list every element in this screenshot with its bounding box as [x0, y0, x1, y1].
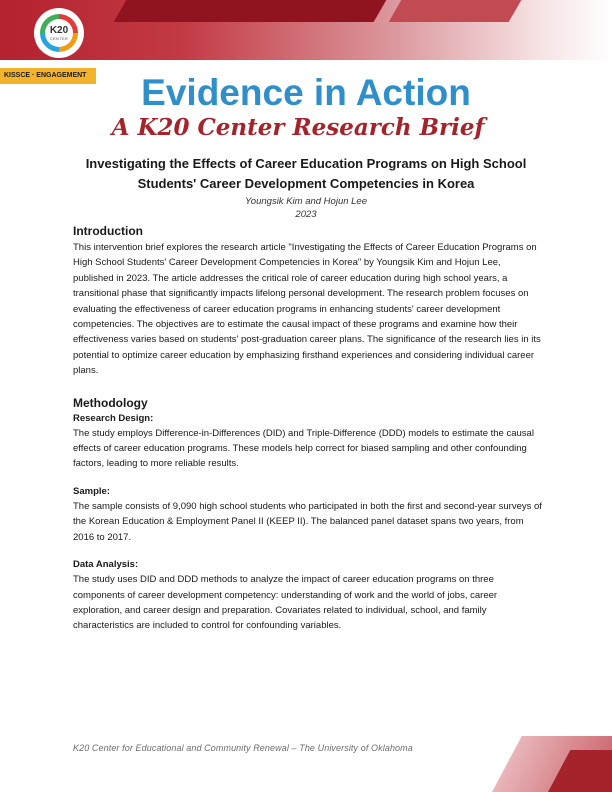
logo-subtext: CENTER — [49, 36, 69, 41]
analysis-body: The study uses DID and DDD methods to analyze the impact of career education programs on three components of career development competency: understanding of work and the world of jobs, career exploration, and career design and preparation. Covariates related to individual, school, and family characteristics are included to control for confounding variables. — [73, 574, 498, 632]
logo-text: K20 — [49, 25, 69, 36]
header-stripe — [114, 0, 387, 22]
page-title: Evidence in Action — [141, 72, 471, 113]
analysis-heading: Data Analysis: — [73, 559, 139, 571]
design-body: The study employs Difference-in-Differences (DID) and Triple-Difference (DDD) models to estimate the causal effects of career education programs. These models help correct for biased sampling and other confounding factors, leading to more reliable results. — [73, 427, 534, 470]
header-stripe — [389, 0, 522, 22]
article-year: 2023 — [295, 209, 317, 220]
k20-logo — [37, 11, 81, 55]
article-title-line1: Investigating the Effects of Career Education Programs on High School — [85, 156, 527, 171]
intro-body: This intervention brief explores the research article "Investigating the Effects of Career Education Programs on High School Students' Career Development Competencies in Korea" by Youngsik Kim and Hojun Lee, published in 2023. The article addresses the critical role of career education during high school years, a transitional phase that significantly impacts lifelong personal development. The research problem focuses on evaluating the effectiveness of career education programs in enhancing students' career development competencies. The objectives are to estimate the causal impact of these programs and examine how their effectiveness varies based on students' post-graduation career plans. The significance of the research lies in its potential to optimize career education by emphasizing firsthand experiences and considering individual career plans. — [73, 242, 541, 377]
content — [73, 222, 543, 634]
sample-body: The sample consists of 9,090 high school students who participated in both the first and second-year surveys of the Korean Education & Employment Panel II (KEEP II). The balanced panel dataset spans two years, from 2016 to 2017. — [73, 500, 542, 543]
article-title-line2: Students' Career Development Competencies in Korea — [137, 176, 475, 191]
intro-heading: Introduction — [73, 224, 143, 238]
article-title — [50, 154, 562, 194]
design-heading: Research Design: — [73, 412, 154, 424]
category-tag: KISSCE · ENGAGEMENT — [0, 68, 96, 84]
page-subtitle: A K20 Center Research Brief — [111, 114, 485, 141]
footer-text: K20 Center for Educational and Community Renewal – The University of Oklahoma — [73, 743, 413, 753]
article-authors: Youngsik Kim and Hojun Lee — [245, 196, 367, 207]
sample-heading: Sample: — [73, 485, 110, 497]
methodology-heading: Methodology — [73, 395, 148, 410]
